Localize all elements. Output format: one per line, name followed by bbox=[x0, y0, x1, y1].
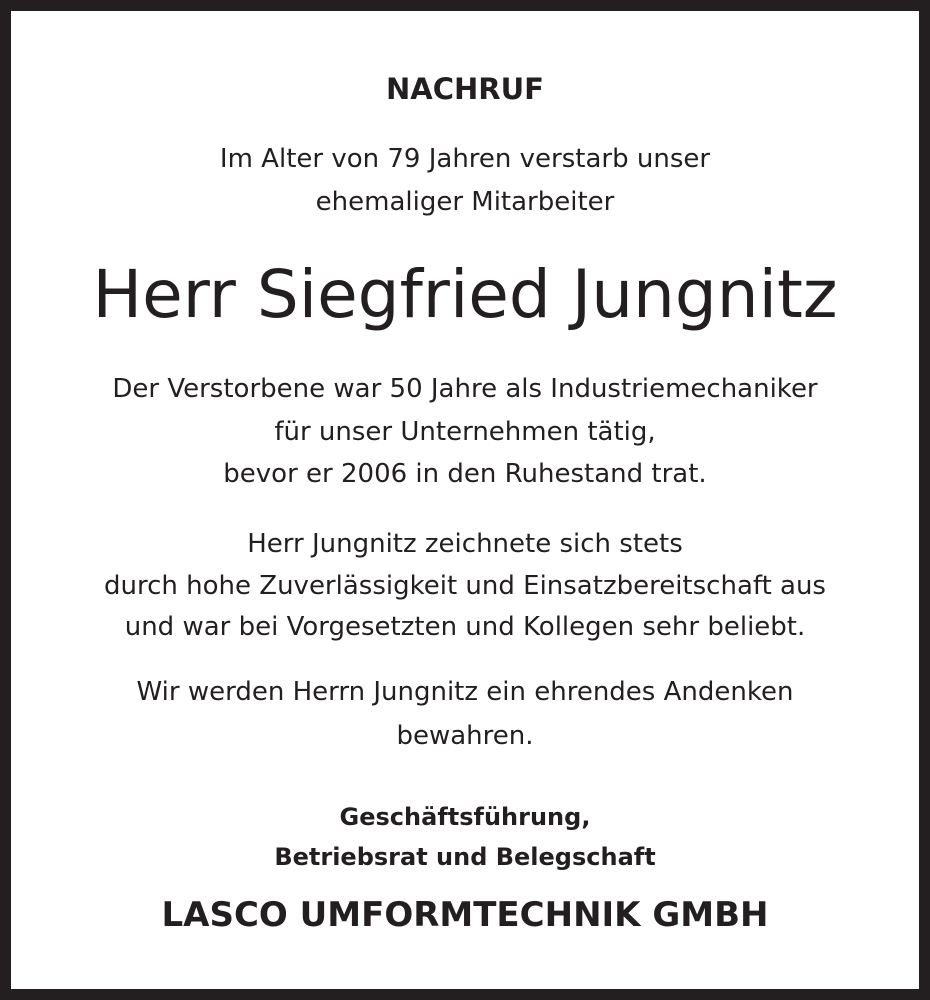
paragraph-line: Wir werden Herrn Jungnitz ein ehrendes Andenken bbox=[136, 677, 794, 707]
deceased-name: Herr Siegfried Jungnitz bbox=[92, 256, 838, 333]
signature-line: Geschäftsführung, bbox=[339, 803, 591, 831]
paragraph-line: durch hohe Zuverlässigkeit und Einsatzbereitschaft aus bbox=[104, 571, 826, 601]
paragraph-line: für unser Unternehmen tätig, bbox=[274, 417, 656, 447]
paragraph-line: Herr Jungnitz zeichnete sich stets bbox=[247, 529, 683, 559]
paragraph-line: bewahren. bbox=[396, 721, 534, 751]
paragraph-line: und war bei Vorgesetzten und Kollegen sehr beliebt. bbox=[124, 612, 806, 642]
intro-line: ehemaliger Mitarbeiter bbox=[315, 187, 615, 217]
paragraph-line: bevor er 2006 in den Ruhestand trat. bbox=[223, 459, 707, 489]
heading: NACHRUF bbox=[386, 72, 544, 106]
intro-line: Im Alter von 79 Jahren verstarb unser bbox=[219, 144, 711, 174]
signature-line: Betriebsrat und Belegschaft bbox=[274, 843, 656, 871]
paragraph-line: Der Verstorbene war 50 Jahre als Industriemechaniker bbox=[112, 374, 818, 404]
company-name: LASCO UMFORMTECHNIK GMBH bbox=[161, 895, 769, 935]
